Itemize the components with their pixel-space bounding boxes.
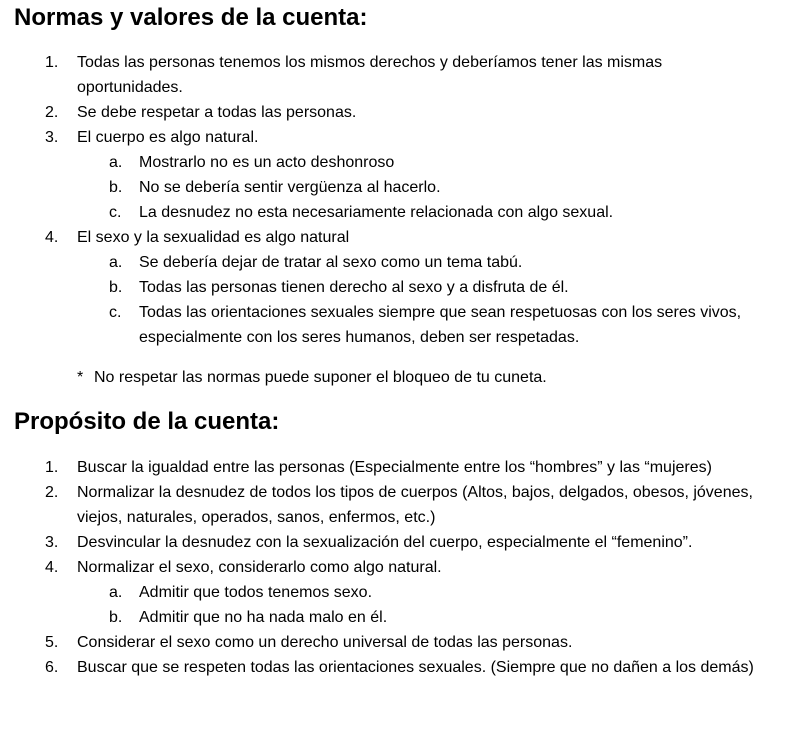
item-text: Buscar la igualdad entre las personas (Especialmente entre los “hombres” y las “mujeres) [77, 459, 712, 476]
item-number: 1. [45, 54, 59, 71]
sub-list-item [0, 150, 806, 175]
sub-item-text: Se debería dejar de tratar al sexo como un tema tabú. [139, 254, 523, 271]
item-text: El cuerpo es algo natural. [77, 129, 259, 146]
sub-item-text: La desnudez no esta necesariamente relacionada con algo sexual. [139, 204, 614, 221]
sub-item-letter: b. [109, 179, 123, 196]
sub-list-item [0, 175, 806, 200]
item-number: 5. [45, 634, 59, 651]
sub-item-text: Admitir que no ha nada malo en él. [139, 609, 388, 626]
item-number: 3. [45, 129, 59, 146]
list-item [0, 225, 806, 250]
list-normas [0, 50, 806, 350]
item-text: Desvincular la desnudez con la sexualización del cuerpo, especialmente el “femenino”. [77, 534, 693, 551]
section-title-normas: Normas y valores de la cuenta: [14, 4, 368, 31]
sub-item-letter: c. [109, 304, 122, 321]
sub-item-letter: a. [109, 154, 123, 171]
sub-item-text: Todas las personas tienen derecho al sexo y a disfruta de él. [139, 279, 569, 296]
section-title-proposito: Propósito de la cuenta: [14, 408, 280, 435]
sub-item-letter: c. [109, 204, 122, 221]
item-number: 6. [45, 659, 59, 676]
sub-item-letter: a. [109, 254, 123, 271]
item-text: Normalizar el sexo, considerarlo como algo natural. [77, 559, 442, 576]
sub-item-text: Todas las orientaciones sexuales siempre que sean respetuosas con los seres vivos, especialmente con los seres humanos, deben ser respetadas. [139, 304, 742, 346]
item-number: 1. [45, 459, 59, 476]
list-item [0, 480, 806, 530]
sub-list-item [0, 275, 806, 300]
sub-list-item [0, 200, 806, 225]
item-number: 4. [45, 229, 59, 246]
item-number: 4. [45, 559, 59, 576]
list-item [0, 630, 806, 655]
list-item [0, 555, 806, 580]
sub-list-item [0, 580, 806, 605]
sub-item-text: Admitir que todos tenemos sexo. [139, 584, 373, 601]
sub-list-item [0, 300, 806, 350]
item-number: 2. [45, 104, 59, 121]
list-item [0, 125, 806, 150]
sub-list-item [0, 605, 806, 630]
item-number: 3. [45, 534, 59, 551]
sub-item-letter: b. [109, 279, 123, 296]
footnote-text: No respetar las normas puede suponer el bloqueo de tu cuneta. [94, 369, 547, 386]
sub-list-item [0, 250, 806, 275]
item-text: Buscar que se respeten todas las orientaciones sexuales. (Siempre que no dañen a los demás) [77, 659, 754, 676]
list-item [0, 455, 806, 480]
sub-item-letter: a. [109, 584, 123, 601]
item-text: Todas las personas tenemos los mismos derechos y deberíamos tener las mismas oportunidades. [77, 54, 663, 96]
list-item [0, 530, 806, 555]
sub-item-text: Mostrarlo no es un acto deshonroso [139, 154, 395, 171]
list-item [0, 655, 806, 680]
sub-item-text: No se debería sentir vergüenza al hacerlo. [139, 179, 441, 196]
item-number: 2. [45, 484, 59, 501]
list-proposito [0, 455, 806, 680]
item-text: Normalizar la desnudez de todos los tipos de cuerpos (Altos, bajos, delgados, obesos, jóvenes, viejos, naturales, operados, sanos, enfermos, etc.) [77, 484, 753, 526]
list-item [0, 50, 806, 100]
item-text: Considerar el sexo como un derecho universal de todas las personas. [77, 634, 573, 651]
sub-item-letter: b. [109, 609, 123, 626]
item-text: El sexo y la sexualidad es algo natural [77, 229, 350, 246]
item-text: Se debe respetar a todas las personas. [77, 104, 357, 121]
footnote [77, 365, 547, 390]
list-item [0, 100, 806, 125]
footnote-asterisk: * [77, 369, 84, 386]
